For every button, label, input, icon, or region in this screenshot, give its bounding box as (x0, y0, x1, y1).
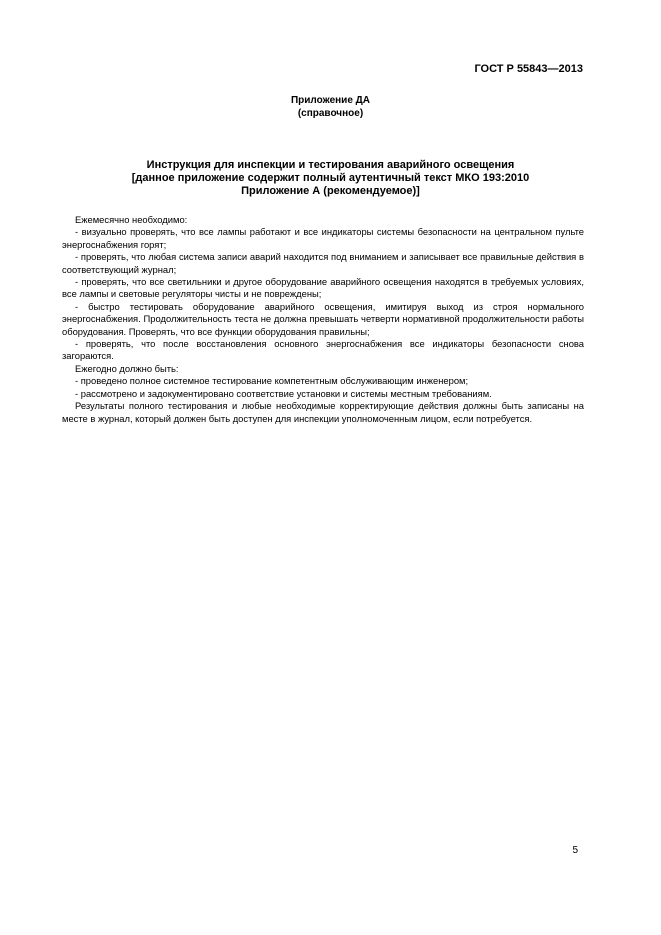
title-line-2: [данное приложение содержит полный аутентичный текст МКО 193:2010 (131, 172, 530, 184)
paragraph-check-lamps: - визуально проверять, что все лампы работают и все индикаторы системы безопасности на центральном пульте энергоснабжения горят; (62, 226, 584, 250)
annex-heading (0, 94, 661, 120)
title-line-3: Приложение А (рекомендуемое)] (241, 185, 420, 197)
paragraph-results: Результаты полного тестирования и любые необходимые корректирующие действия должны быть записаны на месте в журнал, который должен быть доступен для инспекции уполномоченным лицом, если потребуется. (62, 400, 584, 424)
annex-subtitle: (справочное) (297, 108, 364, 119)
paragraph-yearly-intro: Ежегодно должно быть: (75, 362, 179, 374)
paragraph-compliance: - рассмотрено и задокументировано соответствие установки и системы местным требованиям. (75, 387, 492, 399)
paragraph-check-recording: - проверять, что любая система записи аварий находится под вниманием и записывает все правильные действия в соответствующий журнал; (62, 251, 584, 275)
paragraph-quick-test: - быстро тестировать оборудование аварийного освещения, имитируя выход из строя нормального энергоснабжения. Продолжительность теста не должна превышать четверти нормативной продолжительности работы оборудования. Проверять, что все функции оборудования правильны; (62, 300, 584, 337)
paragraph-check-luminaires: - проверять, что все светильники и другое оборудование аварийного освещения находятся в требуемых условиях, все лампы и световые регуляторы чисты и не повреждены; (62, 276, 584, 300)
page-number: 5 (572, 845, 578, 856)
paragraph-monthly-intro: Ежемесячно необходимо: (75, 214, 188, 225)
title-line-1: Инструкция для инспекции и тестирования аварийного освещения (146, 159, 515, 171)
section-title (0, 159, 661, 198)
document-code: ГОСТ Р 55843—2013 (474, 63, 583, 75)
body-text (62, 214, 584, 425)
paragraph-full-test: - проведено полное системное тестирование компетентным обслуживающим инженером; (75, 375, 469, 387)
annex-title: Приложение ДА (290, 95, 371, 106)
paragraph-check-restore: - проверять, что после восстановления основного энергоснабжения все индикаторы безопасности снова загораются. (62, 338, 584, 362)
